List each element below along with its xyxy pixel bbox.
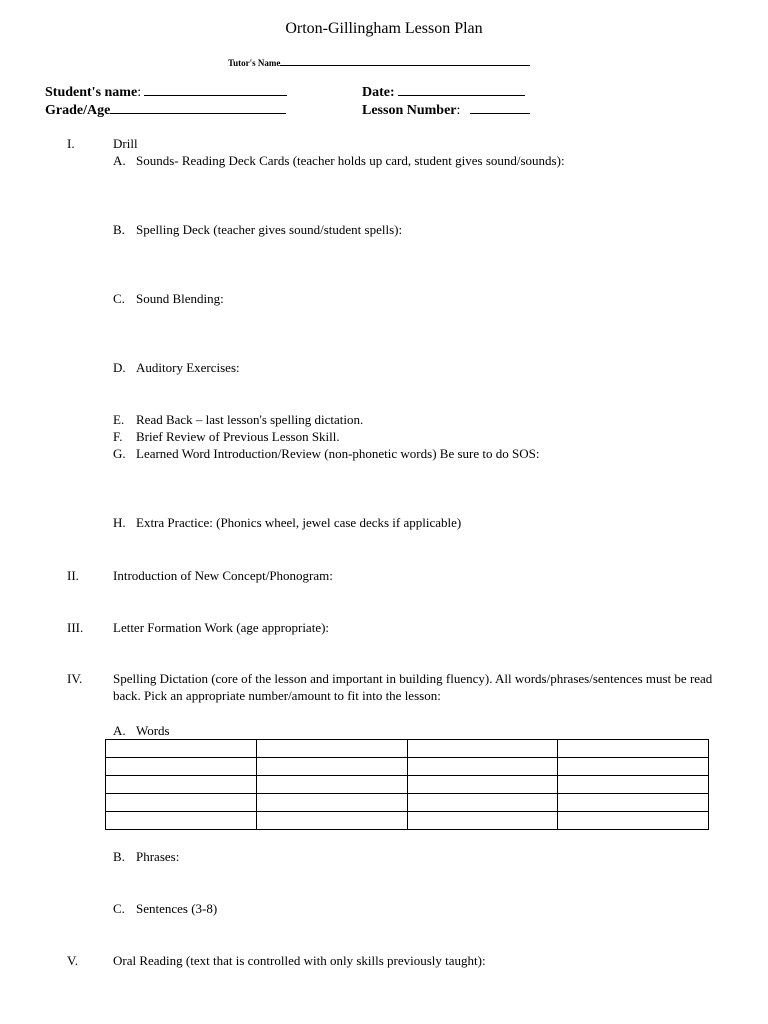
- drill-item-review: Brief Review of Previous Lesson Skill.: [136, 429, 340, 444]
- words-table: [105, 739, 709, 830]
- section-title-drill: Drill: [113, 136, 138, 151]
- tutor-name-line[interactable]: [280, 56, 530, 66]
- drill-item-spelling-deck: Spelling Deck (teacher gives sound/student spells):: [136, 222, 403, 237]
- drill-item-auditory: Auditory Exercises:: [136, 360, 240, 375]
- tutor-name-label: Tutor's Name: [228, 58, 281, 68]
- dictation-item-sentences: Sentences (3-8): [136, 901, 218, 916]
- date-line[interactable]: [398, 83, 525, 96]
- table-cell[interactable]: [407, 758, 558, 776]
- table-cell[interactable]: [106, 794, 257, 812]
- table-row: [106, 812, 709, 830]
- drill-item-sounds: Sounds- Reading Deck Cards (teacher holds up card, student gives sound/sounds):: [136, 153, 565, 168]
- drill-item-letter: E.: [113, 412, 125, 427]
- lesson-number-field[interactable]: Lesson Number:: [362, 101, 530, 118]
- table-row: [106, 758, 709, 776]
- page-title: Orton-Gillingham Lesson Plan: [285, 20, 483, 37]
- dictation-item-phrases: Phrases:: [136, 849, 180, 864]
- student-name-label: Student's name: [45, 85, 138, 100]
- section-title-spelling-dictation: Spelling Dictation (core of the lesson and important in building fluency). All words/phrases/sentences must be read back. Pick an appropriate number/amount to fit into the lesson:: [113, 671, 713, 703]
- drill-item-read-back: Read Back – last lesson's spelling dictation.: [136, 412, 364, 427]
- table-cell[interactable]: [256, 812, 407, 830]
- date-field[interactable]: [362, 83, 525, 100]
- dictation-item-words: Words: [136, 723, 170, 738]
- student-name-line[interactable]: [144, 83, 287, 96]
- table-row: [106, 740, 709, 758]
- section-number: III.: [67, 620, 84, 635]
- table-cell[interactable]: [407, 812, 558, 830]
- table-cell[interactable]: [558, 740, 709, 758]
- table-cell[interactable]: [256, 776, 407, 794]
- table-cell[interactable]: [558, 776, 709, 794]
- tutor-name-field[interactable]: [228, 56, 530, 68]
- section-title-oral-reading: Oral Reading (text that is controlled with only skills previously taught):: [113, 953, 486, 968]
- drill-item-sound-blending: Sound Blending:: [136, 291, 224, 306]
- section-number: I.: [67, 136, 75, 151]
- table-row: [106, 776, 709, 794]
- table-cell[interactable]: [106, 740, 257, 758]
- drill-item-letter: D.: [113, 360, 126, 375]
- table-row: [106, 794, 709, 812]
- drill-item-letter: C.: [113, 291, 125, 306]
- table-cell[interactable]: [106, 776, 257, 794]
- table-cell[interactable]: [407, 776, 558, 794]
- student-name-field[interactable]: Student's name:: [45, 83, 287, 100]
- grade-age-label: Grade/Age: [45, 103, 111, 118]
- lesson-number-line[interactable]: [470, 101, 530, 114]
- section-title-new-concept: Introduction of New Concept/Phonogram:: [113, 568, 333, 583]
- table-cell[interactable]: [256, 740, 407, 758]
- dictation-item-letter: C.: [113, 901, 125, 916]
- drill-item-letter: B.: [113, 222, 125, 237]
- dictation-item-letter: B.: [113, 849, 125, 864]
- table-cell[interactable]: [256, 758, 407, 776]
- drill-item-learned-word: Learned Word Introduction/Review (non-phonetic words) Be sure to do SOS:: [136, 446, 540, 461]
- grade-age-line[interactable]: [110, 101, 286, 114]
- table-cell[interactable]: [256, 794, 407, 812]
- section-number: IV.: [67, 671, 83, 686]
- drill-item-letter: F.: [113, 429, 123, 444]
- drill-item-letter: H.: [113, 515, 126, 530]
- table-cell[interactable]: [407, 740, 558, 758]
- section-number: V.: [67, 953, 78, 968]
- drill-item-letter: G.: [113, 446, 126, 461]
- table-cell[interactable]: [558, 794, 709, 812]
- grade-age-field[interactable]: [45, 101, 286, 118]
- drill-item-letter: A.: [113, 153, 126, 168]
- section-title-letter-formation: Letter Formation Work (age appropriate):: [113, 620, 330, 635]
- dictation-item-letter: A.: [113, 723, 126, 738]
- table-cell[interactable]: [558, 812, 709, 830]
- lesson-number-label: Lesson Number: [362, 103, 457, 118]
- table-cell[interactable]: [106, 812, 257, 830]
- table-cell[interactable]: [558, 758, 709, 776]
- table-cell[interactable]: [407, 794, 558, 812]
- drill-item-extra-practice: Extra Practice: (Phonics wheel, jewel case decks if applicable): [136, 515, 462, 530]
- table-cell[interactable]: [106, 758, 257, 776]
- section-number: II.: [67, 568, 79, 583]
- date-label: Date:: [362, 85, 395, 100]
